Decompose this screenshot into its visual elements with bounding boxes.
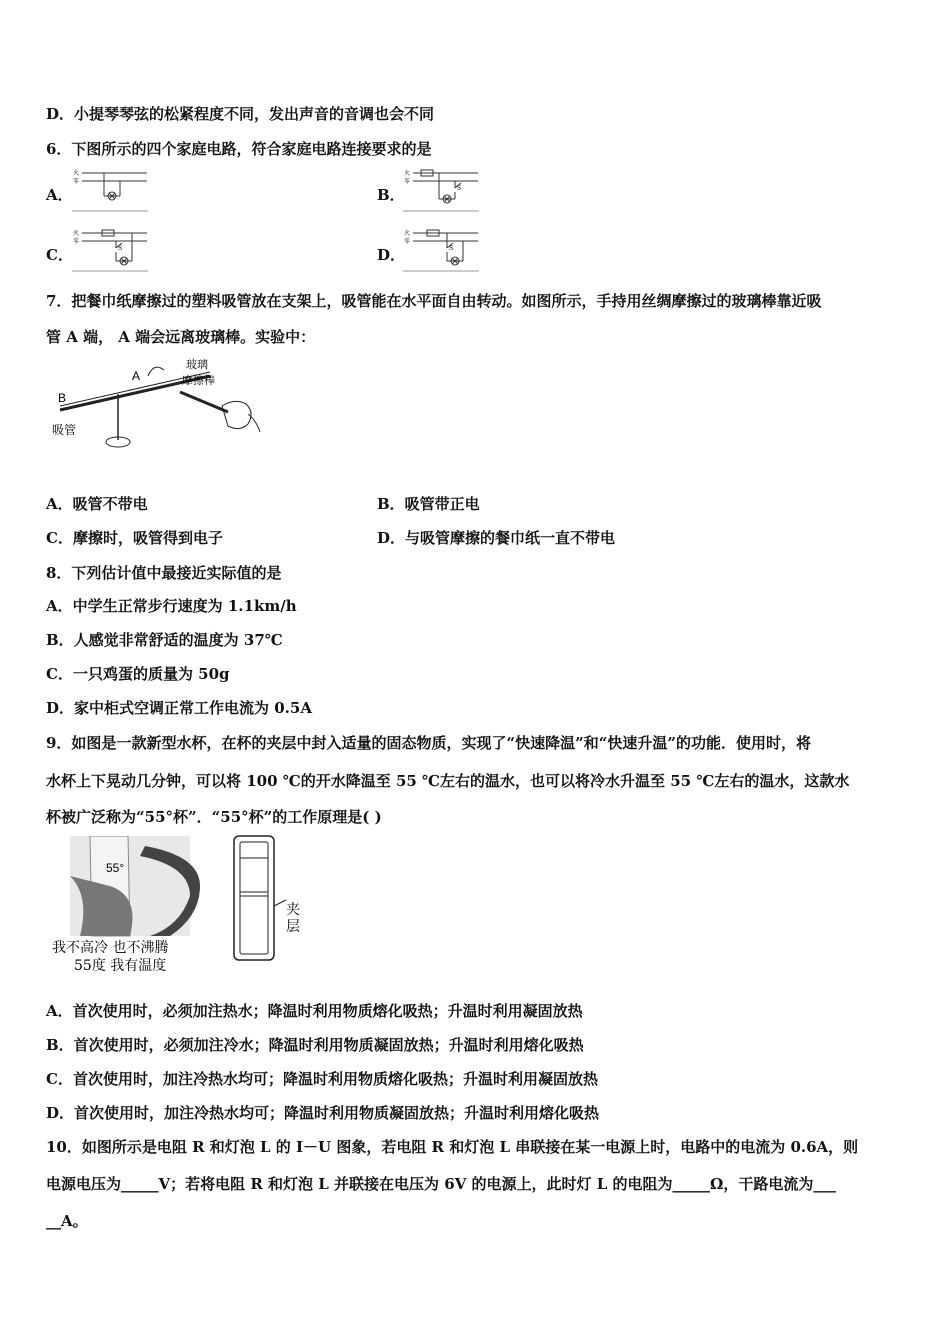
q6c-switch: S bbox=[118, 245, 123, 252]
q6-circuit-b bbox=[403, 166, 479, 214]
q6-stem: 6．下图所示的四个家庭电路，符合家庭电路连接要求的是 bbox=[46, 140, 432, 158]
q6-option-d-label: D． bbox=[377, 246, 406, 264]
q10-line1: 10．如图所示是电阻 R 和灯泡 L 的 I－U 图象，若电阻 R 和灯泡 L 串联接在某一电源上时，电路中的电流为 0.6A，则 bbox=[46, 1138, 859, 1156]
q7-label-straw: 吸管 bbox=[52, 423, 77, 437]
q6b-switch: S bbox=[457, 185, 462, 192]
q9-option-d: D．首次使用时，加注冷热水均可；降温时利用物质凝固放热；升温时利用熔化吸热 bbox=[46, 1104, 600, 1122]
q7-stem-line1: 7．把餐巾纸摩擦过的塑料吸管放在支架上，吸管能在水平面自由转动。如图所示，手持用丝绸摩擦过的玻璃棒靠近吸 bbox=[46, 292, 822, 310]
q6-option-c-label: C． bbox=[46, 246, 73, 264]
q7-straw-figure bbox=[50, 354, 265, 464]
q9-stem-line3: 杯被广泛称为“55°杯”．“55°杯”的工作原理是( ) bbox=[46, 808, 382, 826]
q9-caption-2: 55度 我有温度 bbox=[74, 958, 167, 974]
q6-circuit-a bbox=[72, 166, 148, 214]
q6a-zero: 零 bbox=[73, 178, 80, 185]
q7-option-d: D．与吸管摩擦的餐巾纸一直不带电 bbox=[377, 529, 616, 547]
q8-option-b: B．人感觉非常舒适的温度为 37℃ bbox=[46, 631, 283, 649]
q6a-fire: 火 bbox=[73, 170, 80, 177]
q6-option-b-label: B． bbox=[377, 186, 405, 204]
q6d-switch: S bbox=[449, 245, 454, 252]
q9-layer-label-1: 夹 bbox=[286, 902, 300, 918]
q8-option-d: D．家中柜式空调正常工作电流为 0.5A bbox=[46, 699, 312, 717]
q10-line2: 电源电压为_____V；若将电阻 R 和灯泡 L 并联接在电压为 6V 的电源上，此时灯 L 的电阻为_____Ω，干路电流为___ bbox=[46, 1175, 836, 1193]
q6b-zero: 零 bbox=[404, 178, 411, 185]
q6c-zero: 零 bbox=[73, 238, 80, 245]
q10-line3: __A。 bbox=[46, 1212, 88, 1230]
q9-option-b: B．首次使用时，必须加注冷水；降温时利用物质凝固放热；升温时利用熔化吸热 bbox=[46, 1036, 584, 1054]
q9-option-a: A．首次使用时，必须加注热水；降温时利用物质熔化吸热；升温时利用凝固放热 bbox=[46, 1002, 583, 1020]
q8-option-c: C．一只鸡蛋的质量为 50g bbox=[46, 665, 230, 683]
q7-option-a: A．吸管不带电 bbox=[46, 495, 148, 513]
q6-circuit-d bbox=[403, 226, 479, 274]
q6d-fire: 火 bbox=[404, 230, 411, 237]
q7-label-rod-2: 摩擦棒 bbox=[182, 374, 215, 387]
q7-label-rod-1: 玻璃 bbox=[186, 358, 208, 371]
q7-label-b: B bbox=[58, 391, 67, 405]
q5-option-d: D．小提琴琴弦的松紧程度不同，发出声音的音调也会不同 bbox=[46, 105, 435, 123]
q9-layer-label-2: 层 bbox=[286, 919, 300, 935]
q9-stem-line2: 水杯上下晃动几分钟，可以将 100 ℃的开水降温至 55 ℃左右的温水，也可以将冷水升温至 55 ℃左右的温水，这款水 bbox=[46, 772, 850, 790]
q9-cup-photo bbox=[50, 836, 210, 976]
q9-caption-1: 我不高冷 也不沸腾 bbox=[52, 940, 169, 956]
q6d-zero: 零 bbox=[404, 238, 411, 245]
q8-stem: 8．下列估计值中最接近实际值的是 bbox=[46, 564, 282, 582]
q8-option-a: A．中学生正常步行速度为 1.1km/h bbox=[46, 597, 297, 615]
q6-circuit-c bbox=[72, 226, 148, 274]
q6-option-a-label: A． bbox=[46, 186, 73, 204]
q7-option-b: B．吸管带正电 bbox=[377, 495, 480, 513]
q9-cup-diagram bbox=[228, 834, 310, 964]
q7-label-a: A bbox=[132, 369, 141, 383]
q9-option-c: C．首次使用时，加注冷热水均可；降温时利用物质熔化吸热；升温时利用凝固放热 bbox=[46, 1070, 598, 1088]
q6b-fire: 火 bbox=[404, 170, 411, 177]
q7-stem-line2: 管 A 端， A 端会远离玻璃棒。实验中： bbox=[46, 328, 316, 346]
q7-option-c: C．摩擦时，吸管得到电子 bbox=[46, 529, 223, 547]
q9-cup-text: 55° bbox=[106, 861, 125, 875]
q9-stem-line1: 9．如图是一款新型水杯，在杯的夹层中封入适量的固态物质，实现了“快速降温”和“快速升温”的功能．使用时，将 bbox=[46, 734, 811, 752]
q6c-fire: 火 bbox=[73, 230, 80, 237]
